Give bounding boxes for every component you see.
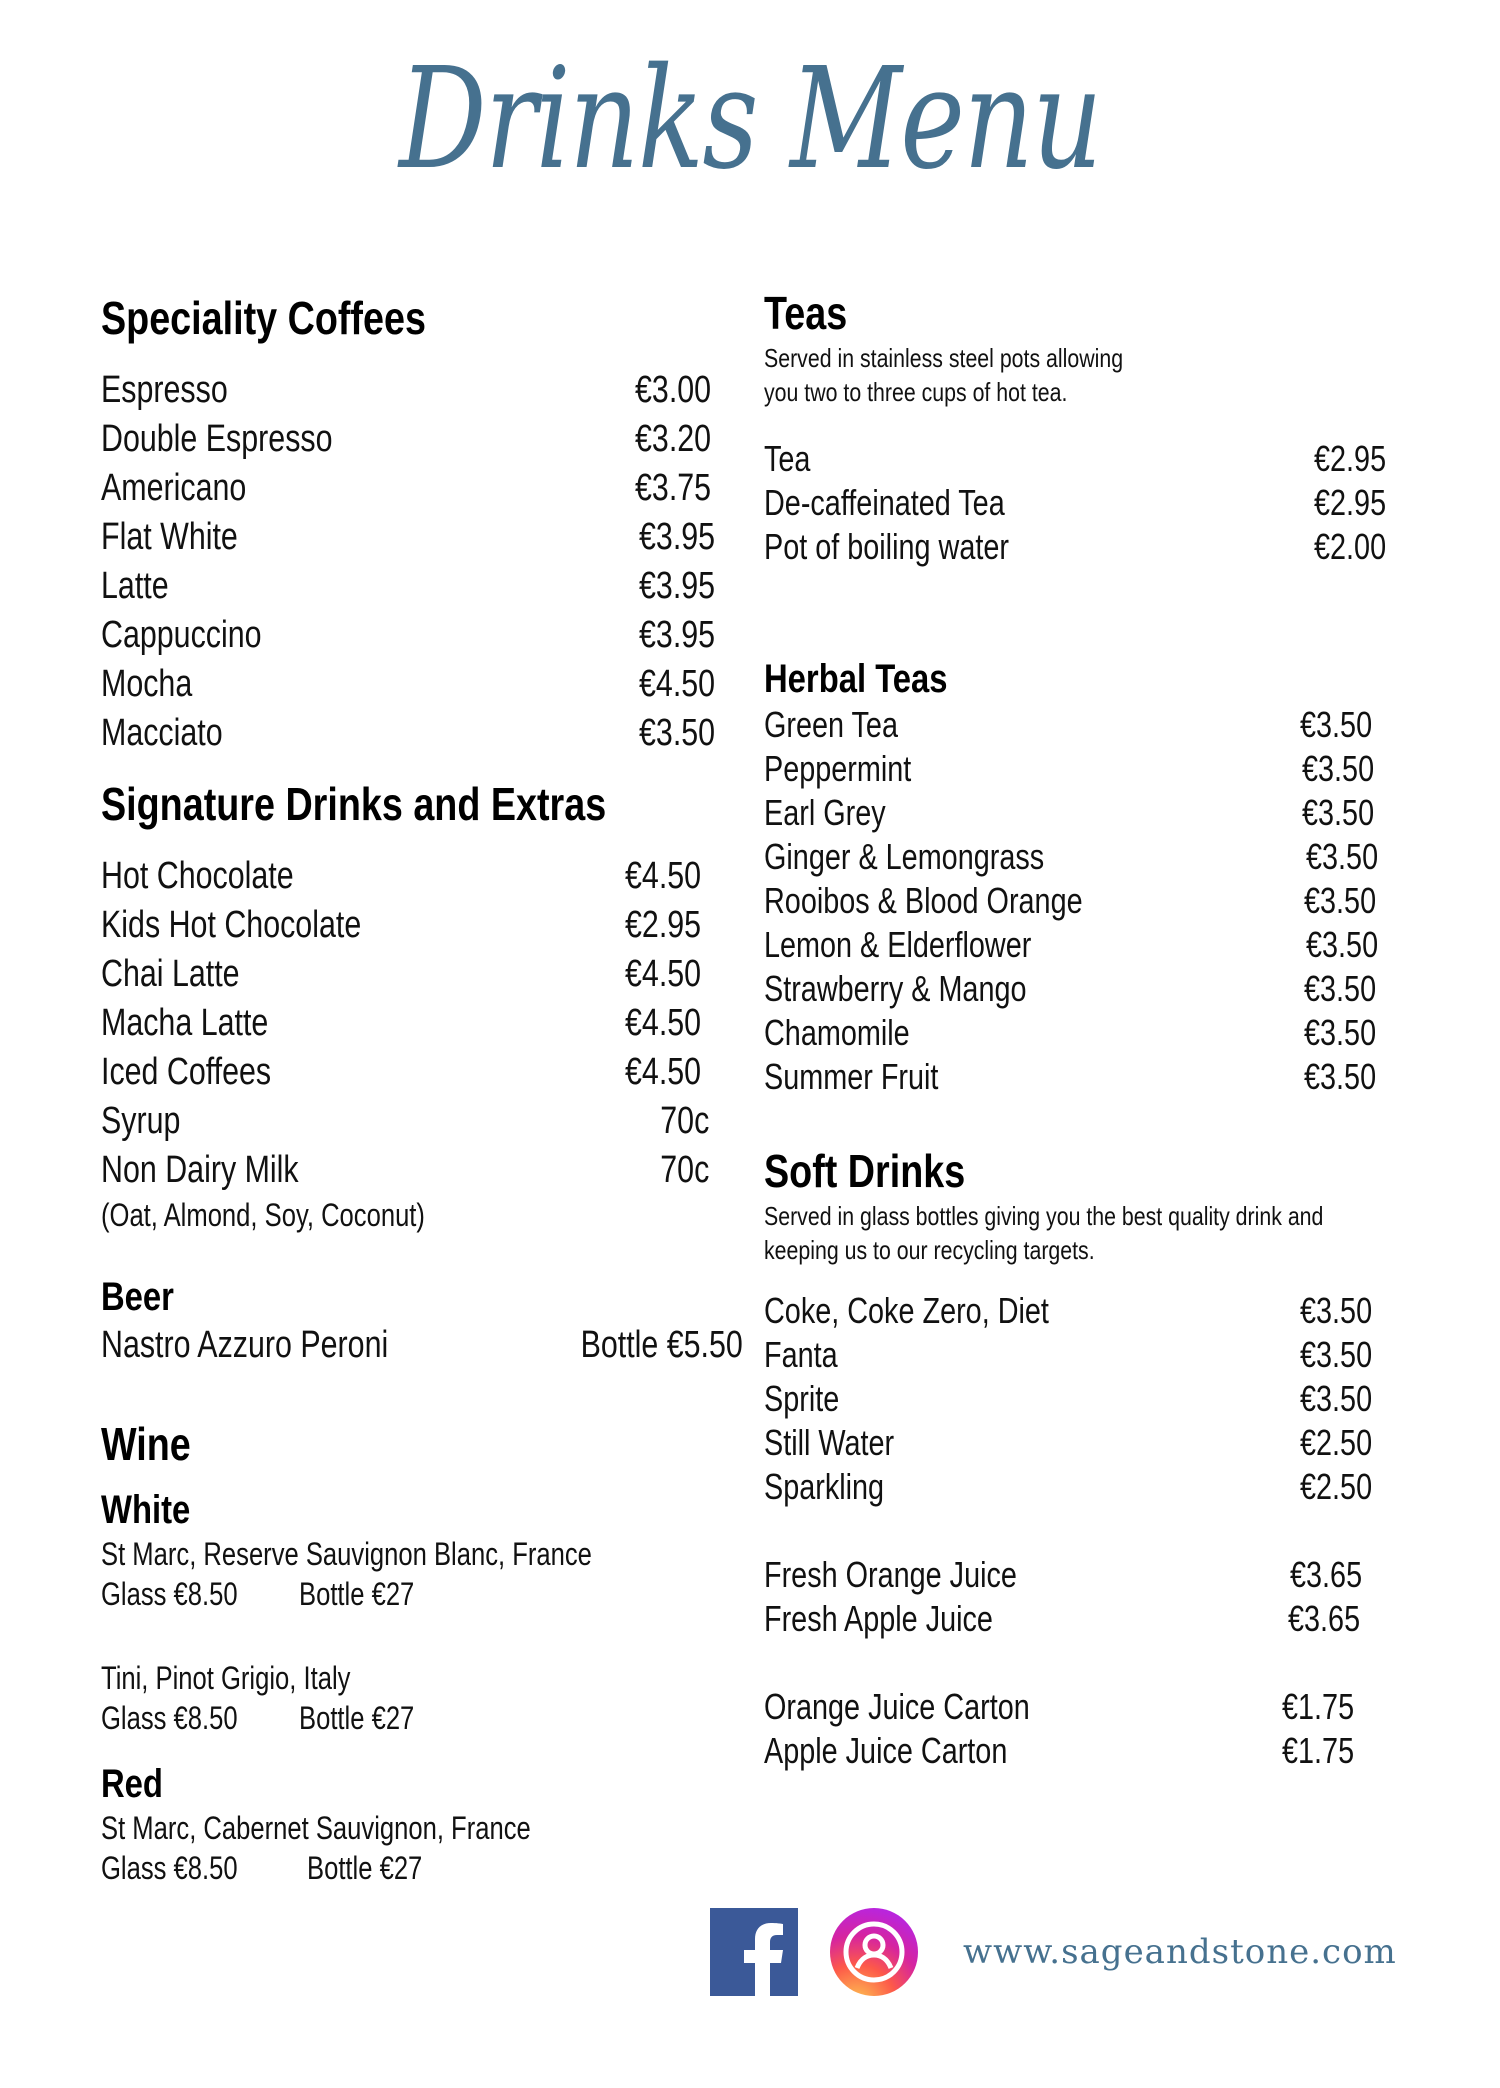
- juices-list: [764, 1553, 1384, 1641]
- menu-item: Fresh Orange Juice €3.65: [764, 1554, 1362, 1595]
- menu-item: Sparkling €2.50: [764, 1466, 1372, 1507]
- menu-item: Chamomile €3.50: [764, 1012, 1376, 1053]
- menu-item: Earl Grey €3.50: [764, 792, 1374, 833]
- menu-item: Still Water €2.50: [764, 1422, 1372, 1463]
- menu-item: Americano €3.75: [101, 467, 711, 509]
- beer-heading: Beer: [101, 1275, 174, 1319]
- teas-list: [764, 437, 1384, 569]
- menu-item: Espresso €3.00: [101, 369, 711, 411]
- herbal-teas-heading: Herbal Teas: [764, 657, 948, 701]
- wine-name: Tini, Pinot Grigio, Italy: [101, 1660, 351, 1696]
- cartons-list: [764, 1685, 1384, 1773]
- menu-item: Pot of boiling water €2.00: [764, 526, 1386, 567]
- teas-heading: Teas: [764, 287, 848, 339]
- red-wine-list: [101, 1808, 721, 1888]
- white-wine-list: [101, 1534, 721, 1738]
- menu-item: Chai Latte €4.50: [101, 953, 701, 995]
- menu-item: Kids Hot Chocolate €2.95: [101, 904, 701, 946]
- menu-item: Flat White €3.95: [101, 516, 715, 558]
- wine-heading: Wine: [101, 1418, 191, 1470]
- soft-drinks-description: keeping us to our recycling targets.: [764, 1235, 1095, 1265]
- facebook-icon[interactable]: [710, 1908, 798, 1996]
- menu-item: Macciato €3.50: [101, 712, 715, 754]
- herbal-teas-list: [764, 703, 1384, 1099]
- menu-item: Fanta €3.50: [764, 1334, 1372, 1375]
- menu-item: Hot Chocolate €4.50: [101, 855, 701, 897]
- menu-item: Peppermint €3.50: [764, 748, 1374, 789]
- signature-drinks-list: [101, 852, 721, 1195]
- speciality-coffees-heading: Speciality Coffees: [101, 292, 426, 344]
- left-column: [101, 290, 743, 1888]
- milk-options-note: (Oat, Almond, Soy, Coconut): [101, 1197, 425, 1233]
- wine-name: St Marc, Cabernet Sauvignon, France: [101, 1810, 531, 1846]
- menu-item: Mocha €4.50: [101, 663, 715, 705]
- menu-item: Latte €3.95: [101, 565, 715, 607]
- soft-drinks-description: Served in glass bottles giving you the best quality drink and: [764, 1201, 1324, 1231]
- instagram-icon[interactable]: [830, 1908, 918, 1996]
- website-link[interactable]: www.sageandstone.com: [963, 1932, 1397, 1972]
- wine-prices: Glass €8.50 Bottle €27: [101, 1850, 423, 1886]
- soft-drinks-heading: Soft Drinks: [764, 1145, 966, 1197]
- menu-item: De-caffeinated Tea €2.95: [764, 482, 1386, 523]
- menu-item: Strawberry & Mango €3.50: [764, 968, 1376, 1009]
- wine-name: St Marc, Reserve Sauvignon Blanc, France: [101, 1536, 592, 1572]
- wine-prices: Glass €8.50 Bottle €27: [101, 1576, 415, 1612]
- social-links: [710, 1908, 1410, 1998]
- menu-item: Lemon & Elderflower €3.50: [764, 924, 1378, 965]
- white-wine-heading: White: [101, 1488, 191, 1532]
- menu-item: Nastro Azzuro Peroni Bottle €5.50: [101, 1324, 743, 1366]
- menu-item: Cappuccino €3.95: [101, 614, 715, 656]
- menu-item: Tea €2.95: [764, 438, 1386, 479]
- soft-drinks-list: [764, 1289, 1384, 1509]
- menu-item: Apple Juice Carton €1.75: [764, 1730, 1354, 1771]
- wine-prices: Glass €8.50 Bottle €27: [101, 1700, 415, 1736]
- signature-drinks-heading: Signature Drinks and Extras: [101, 778, 607, 830]
- menu-item: Coke, Coke Zero, Diet €3.50: [764, 1290, 1372, 1331]
- menu-item: Syrup 70c: [101, 1100, 709, 1142]
- menu-item: Rooibos & Blood Orange €3.50: [764, 880, 1376, 921]
- teas-description: you two to three cups of hot tea.: [764, 377, 1068, 407]
- page-title: Drinks Menu: [399, 38, 1101, 201]
- menu-item: Summer Fruit €3.50: [764, 1056, 1376, 1097]
- right-column: [764, 285, 1384, 1773]
- menu-item: Macha Latte €4.50: [101, 1002, 701, 1044]
- menu-item: Double Espresso €3.20: [101, 418, 711, 460]
- menu-item: Ginger & Lemongrass €3.50: [764, 836, 1378, 877]
- menu-item: Fresh Apple Juice €3.65: [764, 1598, 1360, 1639]
- menu-item: Non Dairy Milk 70c: [101, 1149, 709, 1191]
- menu-item: Iced Coffees €4.50: [101, 1051, 701, 1093]
- teas-description: Served in stainless steel pots allowing: [764, 343, 1124, 373]
- speciality-coffees-list: [101, 366, 721, 758]
- red-wine-heading: Red: [101, 1762, 163, 1806]
- menu-item: Green Tea €3.50: [764, 704, 1372, 745]
- menu-item: Orange Juice Carton €1.75: [764, 1686, 1354, 1727]
- menu-item: Sprite €3.50: [764, 1378, 1372, 1419]
